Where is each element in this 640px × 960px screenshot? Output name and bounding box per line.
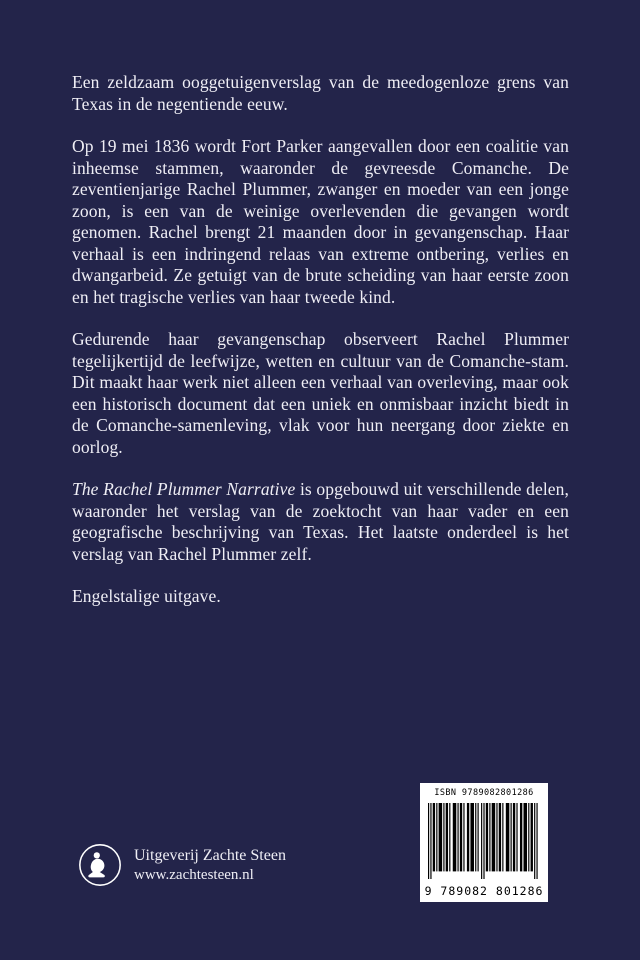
isbn-label: ISBN 9789082801286 — [434, 788, 534, 798]
back-cover-text — [72, 72, 569, 608]
barcode — [420, 783, 548, 902]
publisher-website: www.zachtesteen.nl — [134, 867, 254, 883]
fort-parker-paragraph: Op 19 mei 1836 wordt Fort Parker aangevallen door een coalitie van inheemse stammen, waaronder de gevreesde Comanche. De zeventienjarige Rachel Plummer, zwanger en moeder van een jonge zoon, is een van de weinige overlevenden die gevangen wordt genomen. Rachel brengt 21 maanden door in gevangenschap. Haar verhaal is een indringend relaas van extreme ontbering, verlies en dwangarbeid. Ze getuigt van de brute scheiding van haar eerste zoon en het tragische verlies van haar tweede kind. — [72, 136, 569, 307]
book-title: The Rachel Plummer Narrative — [72, 479, 296, 499]
intro-paragraph: Een zeldzaam ooggetuigenverslag van de meedogenloze grens van Texas in de negentiende eeuw. — [72, 72, 569, 114]
structure-paragraph-rest: is opgebouwd uit verschillende delen, waaronder het verslag van de zoektocht van haar vader en een geografische beschrijving van Texas. Het laatste onderdeel is het verslag van Rachel Plummer zelf. — [72, 479, 570, 564]
language-note: Engelstalige uitgave. — [72, 586, 221, 606]
publisher-text — [134, 846, 286, 884]
publisher-block — [78, 843, 286, 887]
barcode-number: 9 789082 801286 — [424, 884, 544, 898]
structure-paragraph — [72, 479, 569, 565]
thinker-logo-icon — [78, 843, 122, 887]
publisher-name: Uitgeverij Zachte Steen — [134, 847, 286, 864]
observations-paragraph: Gedurende haar gevangenschap observeert Rachel Plummer tegelijkertijd de leefwijze, wetten en cultuur van de Comanche-stam. Dit maakt haar werk niet alleen een verhaal van overleving, maar ook een historisch document dat een uniek en onmisbaar inzicht biedt in de Comanche-samenleving, vlak voor hun neergang door ziekte en oorlog. — [72, 329, 569, 457]
barcode-bars-icon — [428, 803, 540, 879]
